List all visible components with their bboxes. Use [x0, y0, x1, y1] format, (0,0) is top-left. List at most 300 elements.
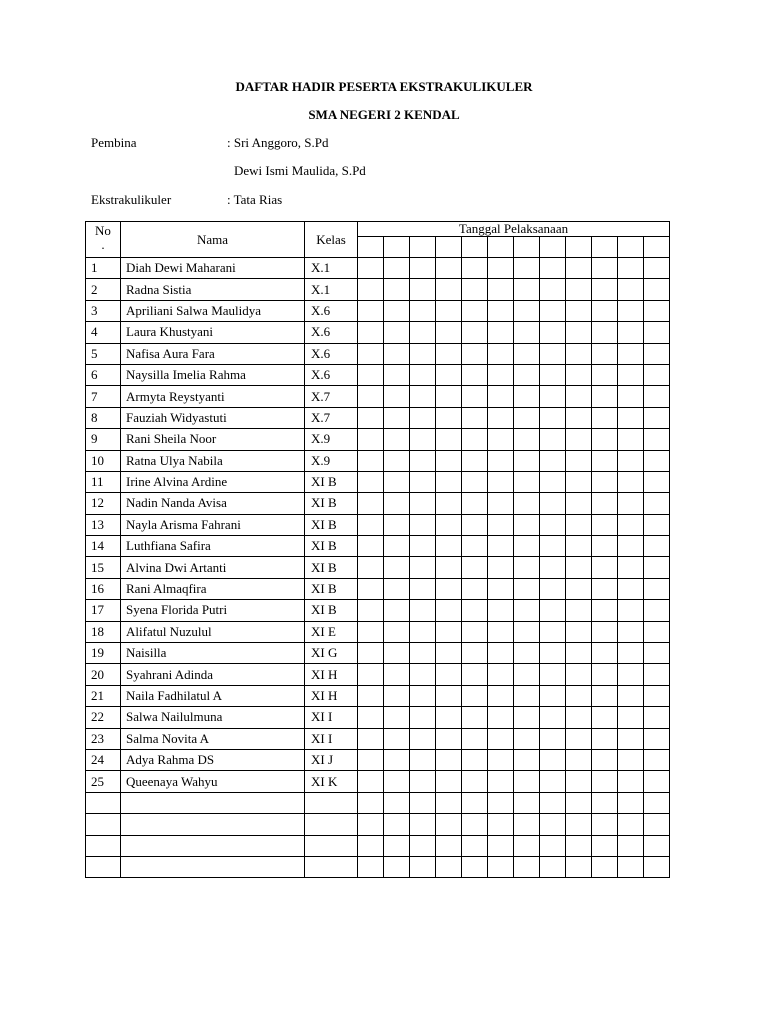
- attendance-cell[interactable]: [384, 322, 410, 343]
- attendance-cell[interactable]: [514, 471, 540, 492]
- attendance-cell[interactable]: [644, 856, 670, 877]
- attendance-cell[interactable]: [618, 407, 644, 428]
- attendance-cell[interactable]: [436, 279, 462, 300]
- attendance-cell[interactable]: [514, 429, 540, 450]
- attendance-cell[interactable]: [488, 792, 514, 813]
- attendance-cell[interactable]: [566, 279, 592, 300]
- attendance-cell[interactable]: [644, 664, 670, 685]
- attendance-cell[interactable]: [618, 322, 644, 343]
- attendance-cell[interactable]: [566, 814, 592, 835]
- attendance-cell[interactable]: [410, 407, 436, 428]
- attendance-cell[interactable]: [592, 835, 618, 856]
- attendance-cell[interactable]: [488, 643, 514, 664]
- attendance-cell[interactable]: [644, 749, 670, 770]
- attendance-cell[interactable]: [488, 664, 514, 685]
- attendance-cell[interactable]: [540, 514, 566, 535]
- attendance-cell[interactable]: [488, 493, 514, 514]
- attendance-cell[interactable]: [358, 429, 384, 450]
- attendance-cell[interactable]: [514, 258, 540, 279]
- attendance-cell[interactable]: [566, 771, 592, 792]
- attendance-cell[interactable]: [514, 814, 540, 835]
- attendance-cell[interactable]: [410, 835, 436, 856]
- attendance-cell[interactable]: [410, 643, 436, 664]
- attendance-cell[interactable]: [540, 322, 566, 343]
- attendance-cell[interactable]: [436, 621, 462, 642]
- attendance-cell[interactable]: [566, 471, 592, 492]
- attendance-cell[interactable]: [436, 386, 462, 407]
- attendance-cell[interactable]: [488, 856, 514, 877]
- attendance-cell[interactable]: [592, 664, 618, 685]
- attendance-cell[interactable]: [462, 407, 488, 428]
- attendance-cell[interactable]: [592, 343, 618, 364]
- attendance-cell[interactable]: [592, 557, 618, 578]
- attendance-cell[interactable]: [358, 771, 384, 792]
- attendance-cell[interactable]: [592, 386, 618, 407]
- attendance-cell[interactable]: [410, 536, 436, 557]
- attendance-cell[interactable]: [644, 493, 670, 514]
- attendance-cell[interactable]: [644, 557, 670, 578]
- attendance-cell[interactable]: [566, 707, 592, 728]
- attendance-cell[interactable]: [566, 300, 592, 321]
- attendance-cell[interactable]: [618, 364, 644, 385]
- attendance-cell[interactable]: [514, 536, 540, 557]
- attendance-cell[interactable]: [540, 450, 566, 471]
- attendance-cell[interactable]: [540, 728, 566, 749]
- attendance-cell[interactable]: [644, 300, 670, 321]
- attendance-cell[interactable]: [618, 578, 644, 599]
- attendance-cell[interactable]: [384, 771, 410, 792]
- attendance-cell[interactable]: [540, 343, 566, 364]
- attendance-cell[interactable]: [462, 514, 488, 535]
- attendance-cell[interactable]: [358, 258, 384, 279]
- attendance-cell[interactable]: [618, 450, 644, 471]
- attendance-cell[interactable]: [566, 664, 592, 685]
- attendance-cell[interactable]: [358, 814, 384, 835]
- attendance-cell[interactable]: [618, 429, 644, 450]
- attendance-cell[interactable]: [592, 621, 618, 642]
- attendance-cell[interactable]: [488, 407, 514, 428]
- attendance-cell[interactable]: [436, 536, 462, 557]
- attendance-cell[interactable]: [410, 386, 436, 407]
- attendance-cell[interactable]: [436, 749, 462, 770]
- attendance-cell[interactable]: [592, 407, 618, 428]
- attendance-cell[interactable]: [462, 600, 488, 621]
- attendance-cell[interactable]: [566, 536, 592, 557]
- attendance-cell[interactable]: [384, 514, 410, 535]
- attendance-cell[interactable]: [514, 792, 540, 813]
- attendance-cell[interactable]: [462, 856, 488, 877]
- attendance-cell[interactable]: [410, 621, 436, 642]
- attendance-cell[interactable]: [436, 814, 462, 835]
- attendance-cell[interactable]: [540, 493, 566, 514]
- attendance-cell[interactable]: [618, 749, 644, 770]
- attendance-cell[interactable]: [410, 322, 436, 343]
- attendance-cell[interactable]: [384, 600, 410, 621]
- attendance-cell[interactable]: [410, 429, 436, 450]
- attendance-cell[interactable]: [436, 343, 462, 364]
- attendance-cell[interactable]: [462, 279, 488, 300]
- attendance-cell[interactable]: [488, 322, 514, 343]
- attendance-cell[interactable]: [410, 814, 436, 835]
- attendance-cell[interactable]: [540, 685, 566, 706]
- attendance-cell[interactable]: [566, 792, 592, 813]
- attendance-cell[interactable]: [358, 600, 384, 621]
- attendance-cell[interactable]: [462, 835, 488, 856]
- attendance-cell[interactable]: [566, 514, 592, 535]
- attendance-cell[interactable]: [644, 343, 670, 364]
- attendance-cell[interactable]: [644, 643, 670, 664]
- attendance-cell[interactable]: [514, 514, 540, 535]
- attendance-cell[interactable]: [644, 407, 670, 428]
- attendance-cell[interactable]: [566, 835, 592, 856]
- attendance-cell[interactable]: [644, 621, 670, 642]
- attendance-cell[interactable]: [358, 300, 384, 321]
- attendance-cell[interactable]: [384, 364, 410, 385]
- attendance-cell[interactable]: [540, 621, 566, 642]
- attendance-cell[interactable]: [514, 749, 540, 770]
- attendance-cell[interactable]: [540, 664, 566, 685]
- attendance-cell[interactable]: [462, 322, 488, 343]
- attendance-cell[interactable]: [592, 600, 618, 621]
- attendance-cell[interactable]: [514, 364, 540, 385]
- attendance-cell[interactable]: [540, 814, 566, 835]
- attendance-cell[interactable]: [514, 728, 540, 749]
- attendance-cell[interactable]: [436, 300, 462, 321]
- attendance-cell[interactable]: [384, 493, 410, 514]
- attendance-cell[interactable]: [436, 578, 462, 599]
- attendance-cell[interactable]: [436, 322, 462, 343]
- attendance-cell[interactable]: [488, 514, 514, 535]
- attendance-cell[interactable]: [514, 664, 540, 685]
- attendance-cell[interactable]: [462, 343, 488, 364]
- attendance-cell[interactable]: [410, 279, 436, 300]
- attendance-cell[interactable]: [514, 578, 540, 599]
- attendance-cell[interactable]: [410, 749, 436, 770]
- attendance-cell[interactable]: [566, 557, 592, 578]
- attendance-cell[interactable]: [488, 429, 514, 450]
- attendance-cell[interactable]: [540, 707, 566, 728]
- attendance-cell[interactable]: [436, 707, 462, 728]
- attendance-cell[interactable]: [514, 643, 540, 664]
- attendance-cell[interactable]: [384, 386, 410, 407]
- attendance-cell[interactable]: [514, 300, 540, 321]
- attendance-cell[interactable]: [566, 621, 592, 642]
- attendance-cell[interactable]: [384, 814, 410, 835]
- attendance-cell[interactable]: [410, 364, 436, 385]
- attendance-cell[interactable]: [358, 279, 384, 300]
- attendance-cell[interactable]: [540, 300, 566, 321]
- attendance-cell[interactable]: [436, 429, 462, 450]
- attendance-cell[interactable]: [592, 792, 618, 813]
- attendance-cell[interactable]: [436, 258, 462, 279]
- attendance-cell[interactable]: [462, 450, 488, 471]
- attendance-cell[interactable]: [566, 749, 592, 770]
- attendance-cell[interactable]: [566, 407, 592, 428]
- attendance-cell[interactable]: [384, 557, 410, 578]
- attendance-cell[interactable]: [566, 728, 592, 749]
- attendance-cell[interactable]: [410, 685, 436, 706]
- attendance-cell[interactable]: [644, 792, 670, 813]
- attendance-cell[interactable]: [384, 685, 410, 706]
- attendance-cell[interactable]: [436, 407, 462, 428]
- attendance-cell[interactable]: [358, 471, 384, 492]
- attendance-cell[interactable]: [436, 493, 462, 514]
- attendance-cell[interactable]: [618, 621, 644, 642]
- attendance-cell[interactable]: [436, 557, 462, 578]
- attendance-cell[interactable]: [410, 300, 436, 321]
- attendance-cell[interactable]: [384, 749, 410, 770]
- attendance-cell[interactable]: [410, 707, 436, 728]
- attendance-cell[interactable]: [410, 343, 436, 364]
- attendance-cell[interactable]: [514, 600, 540, 621]
- attendance-cell[interactable]: [514, 343, 540, 364]
- attendance-cell[interactable]: [618, 856, 644, 877]
- attendance-cell[interactable]: [644, 728, 670, 749]
- attendance-cell[interactable]: [618, 771, 644, 792]
- attendance-cell[interactable]: [618, 514, 644, 535]
- attendance-cell[interactable]: [410, 450, 436, 471]
- attendance-cell[interactable]: [540, 771, 566, 792]
- attendance-cell[interactable]: [514, 279, 540, 300]
- attendance-cell[interactable]: [462, 300, 488, 321]
- attendance-cell[interactable]: [488, 557, 514, 578]
- attendance-cell[interactable]: [488, 600, 514, 621]
- attendance-cell[interactable]: [436, 450, 462, 471]
- attendance-cell[interactable]: [358, 621, 384, 642]
- attendance-cell[interactable]: [566, 578, 592, 599]
- attendance-cell[interactable]: [384, 343, 410, 364]
- attendance-cell[interactable]: [540, 364, 566, 385]
- attendance-cell[interactable]: [436, 514, 462, 535]
- attendance-cell[interactable]: [462, 557, 488, 578]
- attendance-cell[interactable]: [592, 258, 618, 279]
- attendance-cell[interactable]: [644, 386, 670, 407]
- attendance-cell[interactable]: [358, 707, 384, 728]
- attendance-cell[interactable]: [488, 835, 514, 856]
- attendance-cell[interactable]: [358, 493, 384, 514]
- attendance-cell[interactable]: [644, 835, 670, 856]
- attendance-cell[interactable]: [644, 685, 670, 706]
- attendance-cell[interactable]: [644, 364, 670, 385]
- attendance-cell[interactable]: [618, 386, 644, 407]
- attendance-cell[interactable]: [436, 771, 462, 792]
- attendance-cell[interactable]: [384, 471, 410, 492]
- attendance-cell[interactable]: [384, 407, 410, 428]
- attendance-cell[interactable]: [410, 771, 436, 792]
- attendance-cell[interactable]: [436, 364, 462, 385]
- attendance-cell[interactable]: [566, 258, 592, 279]
- attendance-cell[interactable]: [462, 664, 488, 685]
- attendance-cell[interactable]: [358, 835, 384, 856]
- attendance-cell[interactable]: [514, 407, 540, 428]
- attendance-cell[interactable]: [566, 685, 592, 706]
- attendance-cell[interactable]: [540, 557, 566, 578]
- attendance-cell[interactable]: [644, 471, 670, 492]
- attendance-cell[interactable]: [514, 386, 540, 407]
- attendance-cell[interactable]: [618, 728, 644, 749]
- attendance-cell[interactable]: [644, 600, 670, 621]
- attendance-cell[interactable]: [358, 643, 384, 664]
- attendance-cell[interactable]: [540, 835, 566, 856]
- attendance-cell[interactable]: [514, 707, 540, 728]
- attendance-cell[interactable]: [358, 407, 384, 428]
- attendance-cell[interactable]: [384, 450, 410, 471]
- attendance-cell[interactable]: [592, 707, 618, 728]
- attendance-cell[interactable]: [358, 856, 384, 877]
- attendance-cell[interactable]: [644, 536, 670, 557]
- attendance-cell[interactable]: [618, 707, 644, 728]
- attendance-cell[interactable]: [462, 536, 488, 557]
- attendance-cell[interactable]: [410, 557, 436, 578]
- attendance-cell[interactable]: [462, 685, 488, 706]
- attendance-cell[interactable]: [514, 771, 540, 792]
- attendance-cell[interactable]: [618, 664, 644, 685]
- attendance-cell[interactable]: [488, 279, 514, 300]
- attendance-cell[interactable]: [410, 578, 436, 599]
- attendance-cell[interactable]: [384, 856, 410, 877]
- attendance-cell[interactable]: [644, 279, 670, 300]
- attendance-cell[interactable]: [566, 856, 592, 877]
- attendance-cell[interactable]: [384, 578, 410, 599]
- attendance-cell[interactable]: [592, 364, 618, 385]
- attendance-cell[interactable]: [566, 429, 592, 450]
- attendance-cell[interactable]: [436, 835, 462, 856]
- attendance-cell[interactable]: [488, 578, 514, 599]
- attendance-cell[interactable]: [488, 814, 514, 835]
- attendance-cell[interactable]: [618, 300, 644, 321]
- attendance-cell[interactable]: [644, 429, 670, 450]
- attendance-cell[interactable]: [644, 814, 670, 835]
- attendance-cell[interactable]: [462, 771, 488, 792]
- attendance-cell[interactable]: [644, 514, 670, 535]
- attendance-cell[interactable]: [566, 493, 592, 514]
- attendance-cell[interactable]: [410, 471, 436, 492]
- attendance-cell[interactable]: [592, 685, 618, 706]
- attendance-cell[interactable]: [358, 749, 384, 770]
- attendance-cell[interactable]: [358, 557, 384, 578]
- attendance-cell[interactable]: [436, 792, 462, 813]
- attendance-cell[interactable]: [462, 493, 488, 514]
- attendance-cell[interactable]: [358, 536, 384, 557]
- attendance-cell[interactable]: [592, 749, 618, 770]
- attendance-cell[interactable]: [618, 835, 644, 856]
- attendance-cell[interactable]: [384, 300, 410, 321]
- attendance-cell[interactable]: [514, 450, 540, 471]
- attendance-cell[interactable]: [410, 856, 436, 877]
- attendance-cell[interactable]: [540, 386, 566, 407]
- attendance-cell[interactable]: [540, 407, 566, 428]
- attendance-cell[interactable]: [540, 258, 566, 279]
- attendance-cell[interactable]: [384, 707, 410, 728]
- attendance-cell[interactable]: [540, 600, 566, 621]
- attendance-cell[interactable]: [384, 643, 410, 664]
- attendance-cell[interactable]: [358, 343, 384, 364]
- attendance-cell[interactable]: [358, 386, 384, 407]
- attendance-cell[interactable]: [488, 386, 514, 407]
- attendance-cell[interactable]: [462, 749, 488, 770]
- attendance-cell[interactable]: [462, 621, 488, 642]
- attendance-cell[interactable]: [566, 386, 592, 407]
- attendance-cell[interactable]: [592, 279, 618, 300]
- attendance-cell[interactable]: [566, 600, 592, 621]
- attendance-cell[interactable]: [488, 536, 514, 557]
- attendance-cell[interactable]: [488, 771, 514, 792]
- attendance-cell[interactable]: [410, 258, 436, 279]
- attendance-cell[interactable]: [358, 728, 384, 749]
- attendance-cell[interactable]: [436, 856, 462, 877]
- attendance-cell[interactable]: [618, 343, 644, 364]
- attendance-cell[interactable]: [488, 707, 514, 728]
- attendance-cell[interactable]: [488, 685, 514, 706]
- attendance-cell[interactable]: [462, 386, 488, 407]
- attendance-cell[interactable]: [592, 322, 618, 343]
- attendance-cell[interactable]: [540, 578, 566, 599]
- attendance-cell[interactable]: [462, 471, 488, 492]
- attendance-cell[interactable]: [436, 664, 462, 685]
- attendance-cell[interactable]: [618, 258, 644, 279]
- attendance-cell[interactable]: [436, 728, 462, 749]
- attendance-cell[interactable]: [566, 364, 592, 385]
- attendance-cell[interactable]: [384, 621, 410, 642]
- attendance-cell[interactable]: [514, 835, 540, 856]
- attendance-cell[interactable]: [488, 749, 514, 770]
- attendance-cell[interactable]: [358, 664, 384, 685]
- attendance-cell[interactable]: [592, 450, 618, 471]
- attendance-cell[interactable]: [540, 643, 566, 664]
- attendance-cell[interactable]: [592, 856, 618, 877]
- attendance-cell[interactable]: [462, 728, 488, 749]
- attendance-cell[interactable]: [358, 685, 384, 706]
- attendance-cell[interactable]: [644, 258, 670, 279]
- attendance-cell[interactable]: [436, 685, 462, 706]
- attendance-cell[interactable]: [592, 814, 618, 835]
- attendance-cell[interactable]: [644, 322, 670, 343]
- attendance-cell[interactable]: [618, 643, 644, 664]
- attendance-cell[interactable]: [566, 343, 592, 364]
- attendance-cell[interactable]: [436, 643, 462, 664]
- attendance-cell[interactable]: [410, 600, 436, 621]
- attendance-cell[interactable]: [592, 429, 618, 450]
- attendance-cell[interactable]: [540, 471, 566, 492]
- attendance-cell[interactable]: [514, 856, 540, 877]
- attendance-cell[interactable]: [488, 343, 514, 364]
- attendance-cell[interactable]: [644, 771, 670, 792]
- attendance-cell[interactable]: [358, 514, 384, 535]
- attendance-cell[interactable]: [566, 450, 592, 471]
- attendance-cell[interactable]: [644, 578, 670, 599]
- attendance-cell[interactable]: [410, 493, 436, 514]
- attendance-cell[interactable]: [514, 557, 540, 578]
- attendance-cell[interactable]: [566, 322, 592, 343]
- attendance-cell[interactable]: [644, 707, 670, 728]
- attendance-cell[interactable]: [462, 429, 488, 450]
- attendance-cell[interactable]: [618, 600, 644, 621]
- attendance-cell[interactable]: [462, 792, 488, 813]
- attendance-cell[interactable]: [488, 621, 514, 642]
- attendance-cell[interactable]: [592, 643, 618, 664]
- attendance-cell[interactable]: [384, 728, 410, 749]
- attendance-cell[interactable]: [592, 578, 618, 599]
- attendance-cell[interactable]: [462, 364, 488, 385]
- attendance-cell[interactable]: [592, 771, 618, 792]
- attendance-cell[interactable]: [384, 429, 410, 450]
- attendance-cell[interactable]: [436, 600, 462, 621]
- attendance-cell[interactable]: [540, 536, 566, 557]
- attendance-cell[interactable]: [436, 471, 462, 492]
- attendance-cell[interactable]: [540, 279, 566, 300]
- attendance-cell[interactable]: [462, 643, 488, 664]
- attendance-cell[interactable]: [618, 685, 644, 706]
